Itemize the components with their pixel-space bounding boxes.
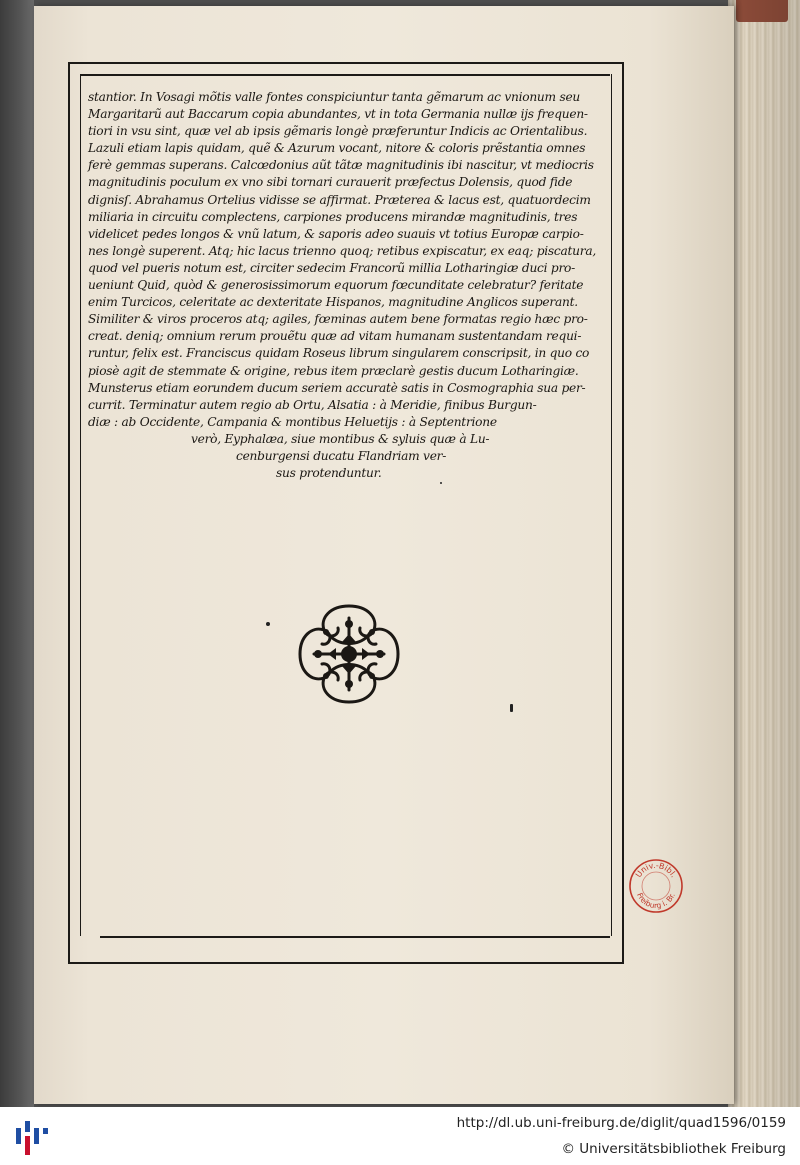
text-line: magnitudinis poculum ex vno sibi tornari curauerit præfectus Dolensis, quod fide: [88, 175, 573, 190]
ink-speck: [440, 482, 442, 484]
stamp-bottom-text: Freiburg i. Br.: [635, 891, 677, 911]
text-line: sus protenduntur.: [276, 466, 382, 481]
text-line: Munsterus etiam eorundem ducum seriem accuratè satis in Cosmographia sua per-: [88, 380, 586, 395]
text-line: videlicet pedes longos & vnũ latum, & saporis adeo suauis vt totius Europæ carpio-: [88, 226, 584, 241]
university-logo-icon: [16, 1117, 50, 1155]
text-line: stantior. In Vosagi mõtis valle fontes conspiciuntur tanta gẽmarum ac vnionum seu: [88, 90, 581, 104]
text-line: diæ : ab Occidente, Campania & montibus Heluetijs : à Septentrione: [88, 414, 497, 429]
svg-text:Univ.-Bibl.: [634, 861, 678, 879]
page-rule-bottom: [100, 936, 610, 938]
text-line: miliaria in circuitu complectens, carpiones producens mirandæ magnitudinis, tres: [88, 209, 578, 224]
text-line: runtur, felix est. Franciscus quidam Roseus librum singularem conscripsit, in quo co: [88, 346, 590, 361]
text-line: ueniunt Quid, quòd & generosissimorum equorum fœcunditate celebratur? feritate: [88, 278, 584, 293]
text-line: Similiter & viros proceros atq; agiles, fœminas autem bene formatas regio hæc pro-: [88, 312, 588, 327]
text-line: dignisſ. Abrahamus Ortelius vidisse se affirmat. Præterea & lacus est, quatuordecim: [88, 192, 591, 207]
ink-speck: [266, 622, 270, 626]
library-stamp: [628, 858, 684, 914]
text-line: cenburgensi ducatu Flandriam ver-: [236, 448, 447, 463]
book-page-edges: [728, 0, 800, 1107]
text-line: enim Turcicos, celeritate ac dexteritate Hispanos, magnitudine Anglicos superant.: [88, 295, 578, 310]
printers-ornament-icon: [290, 598, 408, 710]
scan-background-left: [0, 0, 34, 1107]
text-line: creat. deniq; omnium rerum prouẽtu quæ ad vitam humanam sustentandam requi-: [88, 329, 582, 344]
text-line: piosè agit de stemmate & origine, rebus item præclarè gestis ducum Lotharingiæ.: [88, 363, 579, 378]
permalink-url[interactable]: http://dl.ub.uni-freiburg.de/diglit/quad1596/0159: [456, 1115, 786, 1131]
text-line: currit. Terminatur autem regio ab Ortu, Alsatia : à Meridie, finibus Burgun-: [88, 397, 537, 412]
copyright-text: © Universitätsbibliothek Freiburg: [561, 1141, 786, 1157]
stamp-top-text: Univ.-Bibl.: [633, 860, 679, 880]
text-line: quod vel pueris notum est, circiter sedecim Francorũ millia Lotharingiæ duci pro-: [88, 260, 575, 275]
text-line: ferè gemmas superans. Calcœdonius aũt tãtæ magnitudinis ibi nascitur, vt mediocris: [88, 158, 594, 173]
latin-text-block: [88, 89, 606, 482]
ink-speck: [510, 704, 513, 712]
viewer-footer: [0, 1107, 800, 1165]
text-line: Margaritarũ aut Baccarum copia abundantes, vt in tota Germania nullæ ijs frequen-: [88, 107, 588, 122]
page-rule-top: [80, 74, 610, 76]
text-line: verò, Eyphalæa, siue montibus & syluis quæ à Lu-: [191, 431, 490, 446]
text-line: nes longè superent. Atq; hic lacus trienno quoq; retibus expiscatur, ex eaq; piscatura,: [88, 243, 596, 258]
text-line: tiori in vsu sint, quæ vel ab ipsis gẽmaris longè præferuntur Indicis ac Orientalibus.: [88, 124, 588, 139]
text-line: Lazuli etiam lapis quidam, quẽ & Azurum vocant, nitore & coloris prẽstantia omnes: [88, 141, 586, 156]
